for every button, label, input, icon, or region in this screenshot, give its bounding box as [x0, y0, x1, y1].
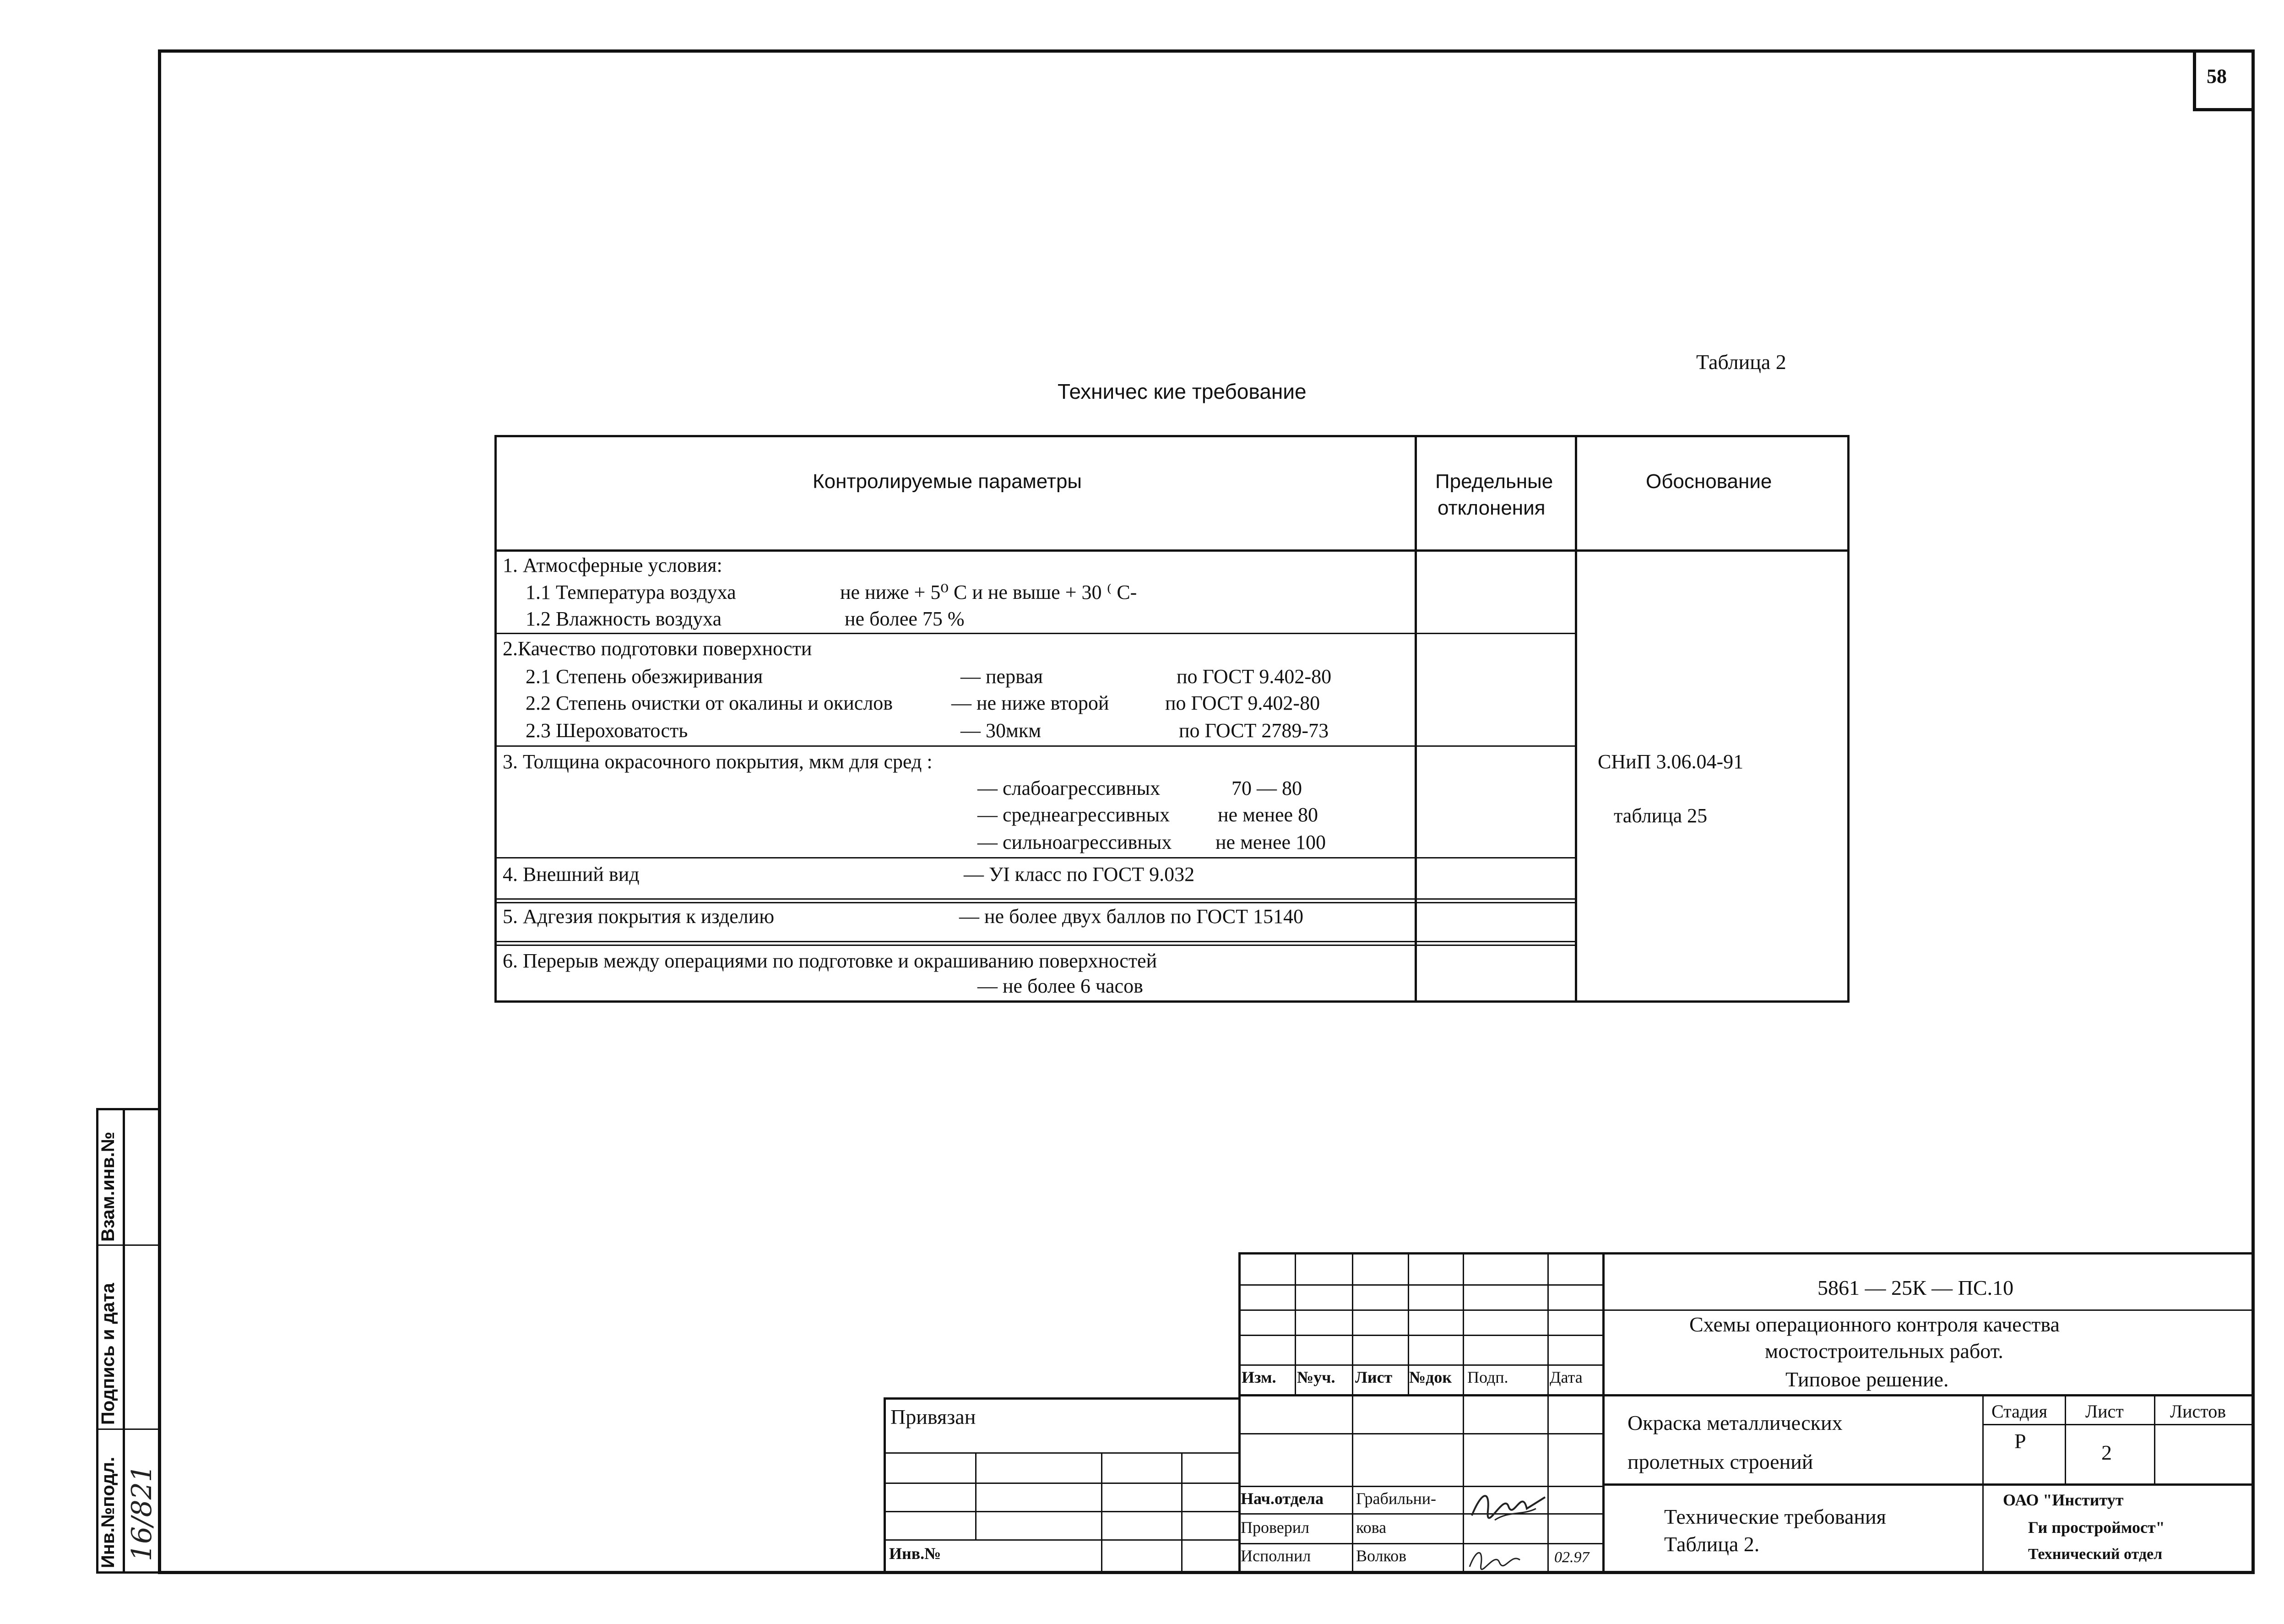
tb-col	[1352, 1252, 1353, 1573]
side-stamp-divider	[96, 1244, 160, 1246]
row-2-2-value: — не ниже второй	[951, 692, 1109, 714]
row-2-2-ref: по ГОСТ 9.402-80	[1165, 692, 1320, 714]
row-2-1-label: 2.1 Степень обезжиривания	[526, 665, 763, 688]
tb-header-ndok: №док	[1409, 1368, 1452, 1386]
side-stamp-top	[96, 1108, 160, 1110]
side-stamp-mid	[123, 1108, 125, 1573]
binding-col	[1101, 1452, 1102, 1574]
binding-col	[1181, 1452, 1183, 1574]
row-3-2-value: не менее 80	[1218, 804, 1318, 826]
tb-top	[1238, 1252, 2255, 1255]
tb-sheets-col	[2154, 1394, 2155, 1483]
table-title: Техничес кие требование	[1058, 380, 1307, 403]
table-header-divider	[494, 549, 1850, 552]
row-2-title: 2.Качество подготовки поверхности	[503, 637, 812, 660]
tb-sheet-title-1: Технические требования	[1664, 1505, 1886, 1528]
header-deviation-2: отклонения	[1438, 497, 1546, 519]
tb-col	[1295, 1252, 1296, 1394]
row-1-title: 1. Атмосферные условия:	[503, 554, 722, 576]
row-3-1-label: — слабоагрессивных	[977, 777, 1161, 799]
binding-row	[884, 1483, 1241, 1484]
side-stamp-bottom	[96, 1571, 160, 1574]
tb-org-1: ОАО "Институт	[2003, 1491, 2124, 1509]
tb-code-divider	[1602, 1309, 2255, 1311]
tb-name-check: кова	[1356, 1518, 1387, 1537]
table-border-right	[1847, 435, 1850, 1003]
header-basis: Обоснование	[1646, 470, 1772, 493]
basis-table: таблица 25	[1614, 804, 1708, 827]
binding-top	[884, 1397, 1241, 1400]
tb-header-izm: Изм.	[1242, 1368, 1276, 1386]
tb-title-divider	[1602, 1394, 2255, 1396]
table-col-divider-2	[1575, 435, 1577, 1003]
row-divider	[494, 902, 1576, 903]
tb-header-data: Дата	[1550, 1368, 1583, 1386]
tb-stage-row	[1982, 1424, 2255, 1425]
tb-row	[1238, 1394, 1602, 1396]
header-deviation-1: Предельные	[1435, 470, 1553, 493]
binding-row	[884, 1539, 1241, 1541]
tb-col-main	[1602, 1252, 1605, 1573]
tb-row	[1238, 1309, 1602, 1311]
tb-object-line-1: Окраска металлических	[1628, 1411, 1843, 1434]
tb-object-line-2: пролетных строений	[1628, 1450, 1813, 1473]
tb-role-exec: Исполнил	[1241, 1547, 1311, 1565]
row-divider	[494, 945, 1576, 946]
row-2-1-ref: по ГОСТ 9.402-80	[1177, 665, 1332, 688]
tb-org-3: Технический отдел	[2028, 1546, 2163, 1563]
side-vzam-inv: Взам.инв.№	[98, 1131, 118, 1242]
tb-col	[1463, 1252, 1464, 1573]
page-number: 58	[2207, 65, 2227, 87]
side-stamp-divider	[96, 1428, 160, 1430]
row-6-title: 6. Перерыв между операциями по подготовке и окрашиванию поверхностей	[503, 950, 1157, 972]
tb-doc-code: 5861 — 25К — ПС.10	[1817, 1276, 2014, 1299]
tb-title-line-1: Схемы операционного контроля качества	[1689, 1313, 2060, 1336]
tb-sheets-label: Листов	[2170, 1401, 2226, 1422]
row-6-value: — не более 6 часов	[977, 975, 1143, 997]
header-params: Контролируемые параметры	[813, 470, 1082, 493]
row-3-3-value: не менее 100	[1215, 831, 1326, 853]
row-divider	[494, 633, 1576, 634]
tb-sheet-value: 2	[2101, 1441, 2112, 1464]
row-2-1-value: — первая	[960, 665, 1043, 688]
row-5-value: — не более двух баллов по ГОСТ 15140	[959, 905, 1303, 928]
tb-row	[1238, 1433, 1602, 1434]
tb-sheet-label: Лист	[2085, 1401, 2124, 1422]
table-col-divider-1	[1415, 435, 1417, 1003]
side-inv-number: 16/821	[126, 1464, 158, 1561]
tb-row	[1238, 1284, 1602, 1286]
row-2-3-label: 2.3 Шероховатость	[526, 719, 688, 742]
basis-norm: СНиП 3.06.04-91	[1598, 750, 1744, 773]
binding-row	[884, 1452, 1241, 1454]
table-border-top	[494, 435, 1850, 437]
side-podpis-data: Подпись и дата	[98, 1283, 118, 1425]
tb-sheet-col	[2065, 1394, 2066, 1483]
row-3-1-value: 70 — 80	[1232, 777, 1302, 799]
tb-header-nuch: №уч.	[1297, 1368, 1335, 1386]
row-1-2-value: не более 75 %	[845, 608, 965, 630]
table-border-left	[494, 435, 497, 1003]
tb-header-list: Лист	[1355, 1368, 1393, 1386]
row-divider	[494, 745, 1576, 747]
tb-object-divider	[1602, 1483, 2255, 1486]
tb-stage-label: Стадия	[1991, 1401, 2048, 1422]
side-inv-podl: Инв.№подл.	[98, 1456, 118, 1568]
tb-date-handwritten: 02.97	[1554, 1549, 1590, 1566]
row-1-1-value: не ниже + 5⁰ С и не выше + 30 ⁽ С-	[840, 581, 1137, 603]
row-5-title: 5. Адгезия покрытия к изделию	[503, 905, 775, 928]
binding-row	[884, 1511, 1241, 1512]
binding-label: Привязан	[890, 1405, 976, 1428]
row-4-title: 4. Внешний вид	[503, 863, 640, 885]
row-3-2-label: — среднеагрессивных	[977, 804, 1170, 826]
signature-head	[1467, 1483, 1550, 1529]
tb-role-head: Нач.отдела	[1241, 1489, 1324, 1508]
binding-inv-label: Инв.№	[889, 1544, 941, 1563]
tb-name-exec: Волков	[1356, 1547, 1407, 1565]
tb-org-2: Ги простроймост"	[2028, 1518, 2165, 1537]
tb-stage-col	[1982, 1394, 1984, 1483]
tb-name-head: Грабильни-	[1356, 1489, 1437, 1508]
tb-sheet-title-2: Таблица 2.	[1664, 1532, 1760, 1556]
row-4-value: — УI класс по ГОСТ 9.032	[964, 863, 1195, 885]
row-2-2-label: 2.2 Степень очистки от окалины и окислов	[526, 692, 893, 714]
table-caption: Таблица 2	[1696, 350, 1786, 374]
signature-exec	[1467, 1544, 1522, 1576]
row-1-2-label: 1.2 Влажность воздуха	[526, 608, 722, 630]
tb-org-col	[1982, 1483, 1984, 1573]
tb-header-podp: Подп.	[1467, 1368, 1508, 1386]
row-divider	[494, 941, 1576, 942]
tb-row	[1238, 1543, 1602, 1544]
table-border-bottom	[494, 1000, 1850, 1003]
tb-row	[1238, 1364, 1602, 1366]
row-2-3-value: — 30мкм	[960, 719, 1042, 742]
row-2-3-ref: по ГОСТ 2789-73	[1179, 719, 1329, 742]
tb-title-line-2: мостостроительных работ.	[1765, 1339, 2003, 1363]
row-divider	[494, 898, 1576, 900]
row-3-title: 3. Толщина окрасочного покрытия, мкм для сред :	[503, 750, 933, 773]
tb-title-line-3: Типовое решение.	[1785, 1368, 1949, 1391]
row-3-3-label: — сильноагрессивных	[977, 831, 1172, 853]
tb-role-check: Проверил	[1241, 1518, 1309, 1537]
row-1-1-label: 1.1 Температура воздуха	[526, 581, 736, 603]
tb-stage-value: Р	[2014, 1429, 2026, 1453]
binding-left	[884, 1397, 886, 1574]
row-divider	[494, 857, 1576, 858]
tb-row	[1238, 1335, 1602, 1336]
binding-col	[975, 1452, 977, 1539]
